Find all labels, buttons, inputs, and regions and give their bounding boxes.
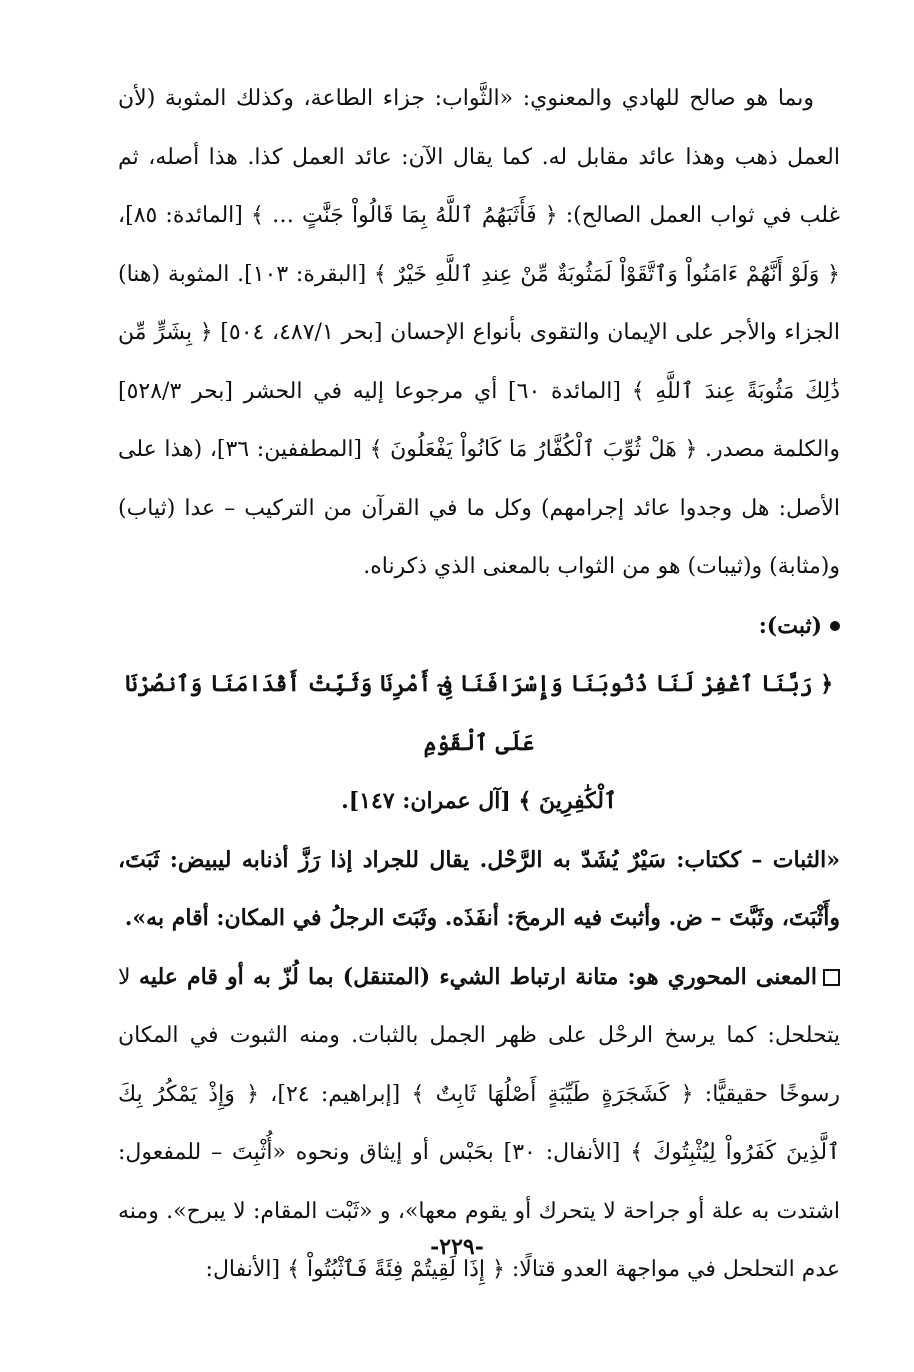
- paragraph-thawab: وىما هو صالح للهادي والمعنوي: «الثَّواب: جزاء الطاعة، وكذلك المثوبة (لأن العمل ذهب وهذا عائد مقابل له. كما يقال الآن: عائد العمل كذا. هذا أصله، ثم غلب في ثواب العمل الصالح): ﴿ فَأَثَبَهُمُ ٱللَّهُ بِمَا قَالُواْ جَنَّٰتٍ … ﴾ [المائدة: ٨٥]، ﴿ وَلَوْ أَنَّهُمْ ءَامَنُواْ وَٱتَّقَوْاْ لَمَثُوبَةٌ مِّنْ عِندِ ٱللَّهِ خَيْرٌ ﴾ [البقرة: ١٠٣]. المثوبة (هنا) الجزاء والأجر على الإيمان والتقوى بأنواع الإحسان [بحر ٤٨٧/١، ٥٠٤] ﴿ بِشَرٍّ مِّن ذَٰلِكَ مَثُوبَةً عِندَ ٱللَّهِ ﴾ [المائدة ٦٠] أي مرجوعا إليه في الحشر [بحر ٥٢٨/٣] والكلمة مصدر. ﴿ هَلْ ثُوِّبَ ٱلْكُفَّارُ مَا كَانُواْ يَفْعَلُونَ ﴾ [المطففين: ٣٦]، (هذا على الأصل: هل وجدوا عائد إجرامهم) وكل ما في القرآن من التركيب – عدا (ثياب) و(مثابة) و(ثيبات) هو من الثواب بالمعنى الذي ذكرناه.: [118, 86, 841, 579]
- page-number: -٢٢٩-: [430, 1234, 484, 1260]
- lexical-definition: «الثبات – ككتاب: سَيْرٌ يُشَدّ به الرَّحْل. يقال للجراد إذا رَزَّ أذنابه ليبيض: ثَبَتَ، وأَثْبَتَ، وثَبَّتَ – ض. وأثبتَ فيه الرمحَ: أنفَذَه. وثَبَتَ الرجلُ في المكان: أقام به».: [118, 846, 840, 931]
- bullet-icon: [830, 621, 840, 631]
- verse-line-2: ٱلْكَٰفِرِينَ ﴾ [آل عمران: ١٤٧].: [341, 788, 617, 814]
- entry-heading: [118, 597, 840, 656]
- core-meaning-lead: المعنى المحوري هو: متانة ارتباط الشيء (المتنقل) بما لُزّ به أو قام عليه: [139, 963, 817, 990]
- entry-heading-text: (ثبت):: [758, 612, 822, 639]
- verse-line-1: ﴿ رَبَّنَا ٱغْفِرْ لَنَا ذُنُوبَنَا وَإِسْرَافَنَا فِىٓ أَمْرِنَا وَثَبِّتْ أَقْدَامَنَا وَٱنصُرْنَا عَلَى ٱلْقَوْمِ: [124, 671, 834, 756]
- square-marker-icon: [823, 969, 840, 986]
- page-body: [118, 70, 840, 1300]
- core-meaning-body: لا يتحلحل: كما يرسخ الرحْل على ظهر الجمل بالثبات. ومنه الثبوت في المكان رسوخًا حقيقيًّا: ﴿ كَشَجَرَةٍ طَيِّبَةٍ أَصْلُهَا ثَابِتٌ ﴾ [إبراهيم: ٢٤]، ﴿ وَإِذْ يَمْكُرُ بِكَ ٱلَّذِينَ كَفَرُواْ لِيُثْبِتُوكَ ﴾ [الأنفال: ٣٠] بحَبْس أو إيثاق ونحوه «أُثْبِتَ – للمفعول: اشتدت به علة أو جراحة لا يتحرك أو يقوم معها»، و «ثَبْت المقام: لا يبرح». ومنه عدم التحلحل في مواجهة العدو قتالًا: ﴿ إِذَا لَقِيتُمْ فِئَةً فَٱثْبُتُواْ ﴾ [الأنفال:: [118, 964, 841, 1282]
- quran-verse: [122, 655, 836, 831]
